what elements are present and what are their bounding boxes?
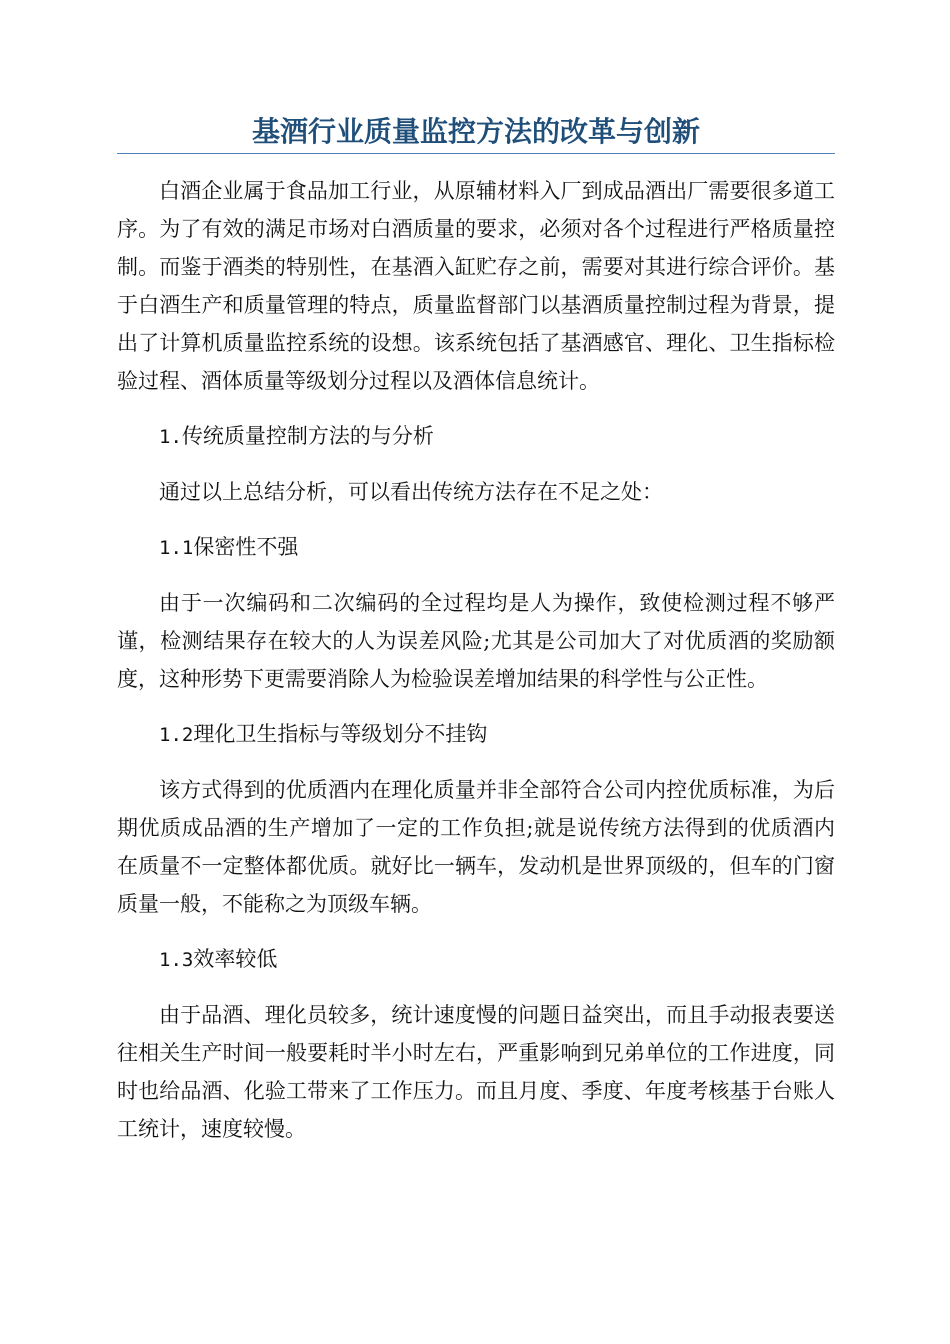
section-heading-text: 理化卫生指标与等级划分不挂钩 — [193, 722, 488, 746]
section-number: 1. — [159, 426, 182, 448]
section-heading-text: 传统质量控制方法的与分析 — [181, 424, 434, 448]
section-number: 1.3 — [159, 949, 194, 971]
intro-paragraph: 白酒企业属于食品加工行业，从原辅材料入厂到成品酒出厂需要很多道工序。为了有效的满足市场对白酒质量的要求，必须对各个过程进行严格质量控制。而鉴于酒类的特别性，在基酒入缸贮存之前，需要对其进行综合评价。基于白酒生产和质量管理的特点，质量监督部门以基酒质量控制过程为背景，提出了计算机质量监控系统的设想。该系统包括了基酒感官、理化、卫生指标检验过程、酒体质量等级划分过程以及酒体信息统计。 — [117, 179, 835, 393]
section-heading-1 — [117, 417, 835, 456]
title-underline — [117, 153, 835, 154]
section-number: 1.2 — [159, 724, 194, 746]
section-heading-1-2 — [117, 715, 835, 754]
document-title: 基酒行业质量监控方法的改革与创新 — [251, 115, 700, 148]
body-paragraph: 通过以上总结分析，可以看出传统方法存在不足之处： — [159, 480, 663, 504]
section-heading-text: 保密性不强 — [193, 535, 299, 559]
document-body — [117, 172, 835, 1165]
section-number: 1.1 — [159, 537, 194, 559]
body-paragraph: 该方式得到的优质酒内在理化质量并非全部符合公司内控优质标准，为后期优质成品酒的生产增加了一定的工作负担;就是说传统方法得到的优质酒内在质量不一定整体都优质。就好比一辆车，发动机是世界顶级的，但车的门窗质量一般，不能称之为顶级车辆。 — [117, 778, 835, 916]
section-heading-text: 效率较低 — [193, 947, 278, 971]
section-heading-1-1 — [117, 528, 835, 567]
section-heading-1-3 — [117, 940, 835, 979]
body-paragraph: 由于一次编码和二次编码的全过程均是人为操作，致使检测过程不够严谨，检测结果存在较大的人为误差风险;尤其是公司加大了对优质酒的奖励额度，这种形势下更需要消除人为检验误差增加结果的科学性与公正性。 — [117, 591, 835, 691]
body-paragraph: 由于品酒、理化员较多，统计速度慢的问题日益突出，而且手动报表要送往相关生产时间一般要耗时半小时左右，严重影响到兄弟单位的工作进度，同时也给品酒、化验工带来了工作压力。而且月度、季度、年度考核基于台账人工统计，速度较慢。 — [117, 1003, 835, 1141]
